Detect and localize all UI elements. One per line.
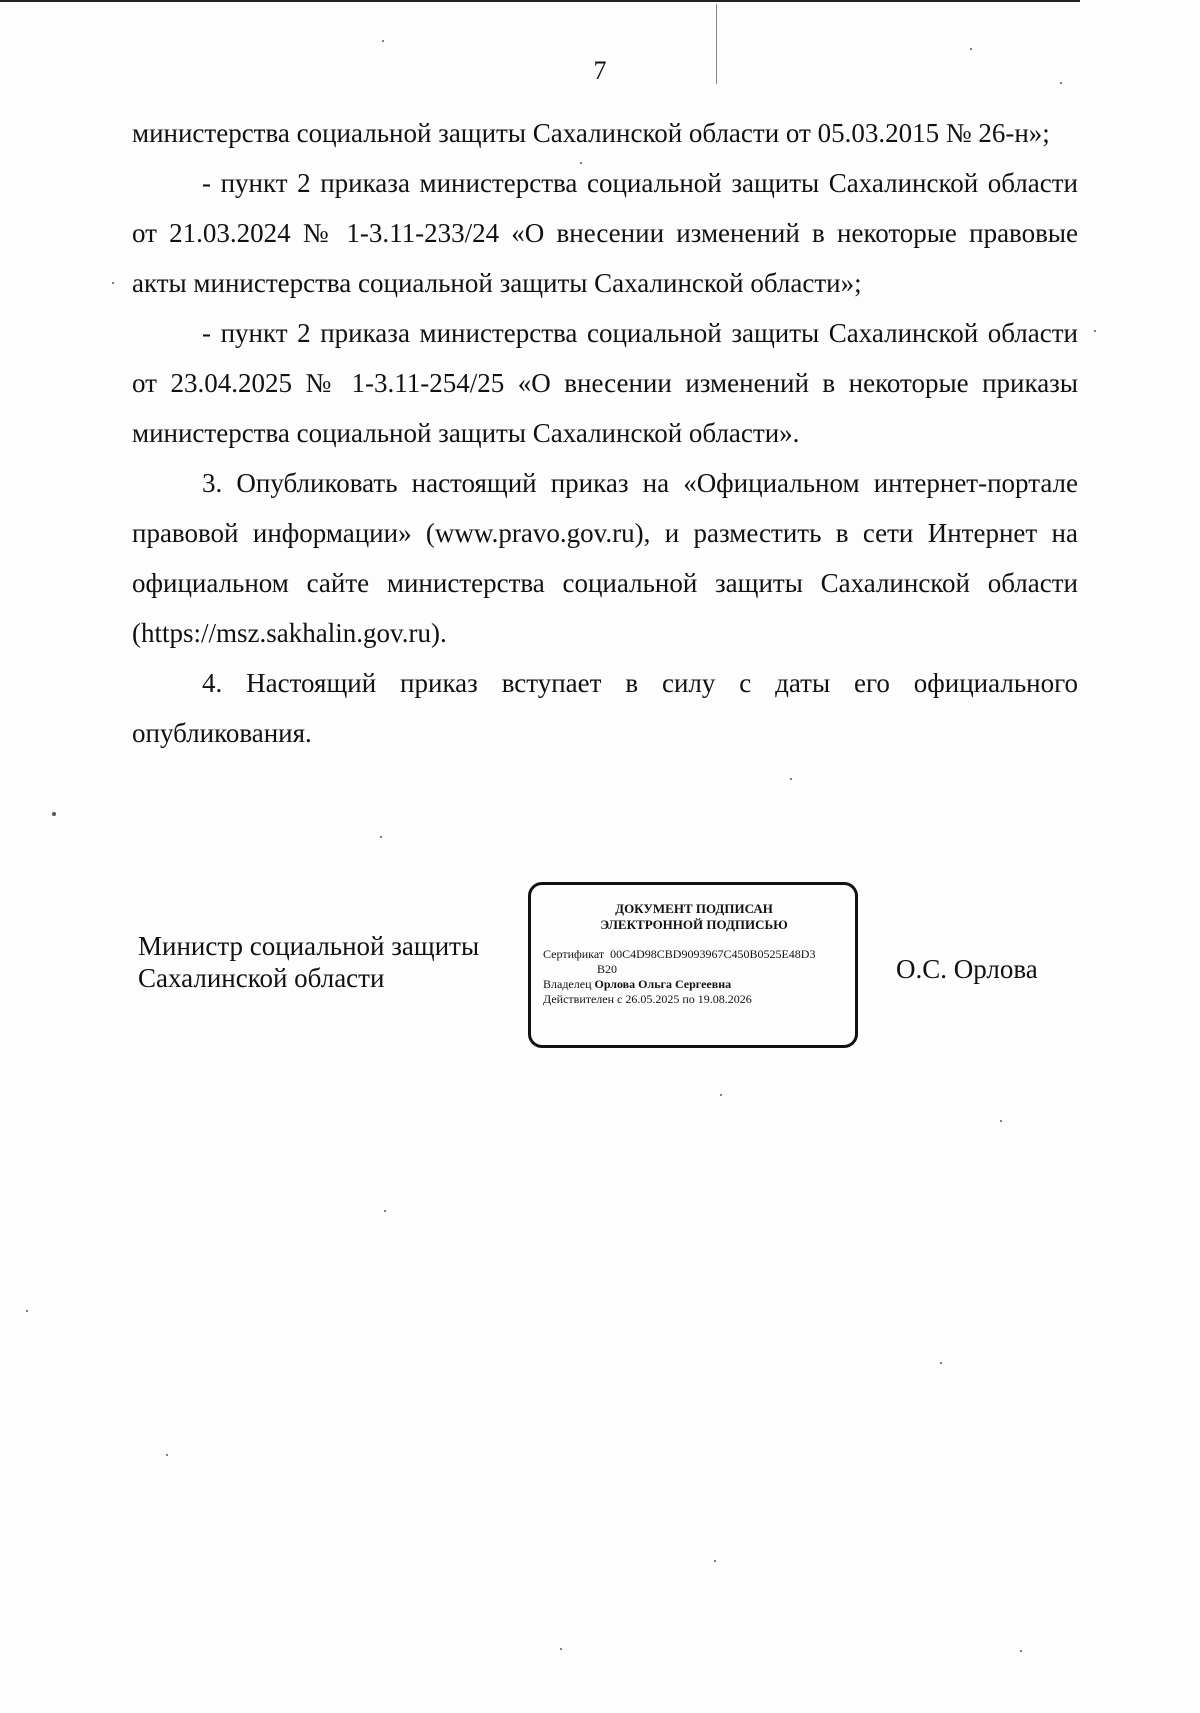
scan-speck (380, 836, 382, 838)
signer-name: О.С. Орлова (896, 954, 1038, 984)
paragraph-item-2024: - пункт 2 приказа министерства социальной защиты Сахалинской области от 21.03.2024 № 1-3.11-233/24 «О внесении изменений в некоторые правовые акты министерства социальной защиты Сахалинской области»; (132, 168, 1078, 298)
stamp-cert-value-tail: B20 (597, 962, 618, 976)
signer-position-line1: Министр социальной защиты (138, 931, 480, 961)
paragraph-effective-date: 4. Настоящий приказ вступает в силу с даты его официального опубликования. (132, 668, 1078, 748)
stamp-owner (543, 977, 845, 992)
scan-speck (940, 1362, 942, 1364)
scan-speck (382, 40, 384, 42)
stamp-valid-to-label: по (682, 992, 695, 1006)
scan-speck (52, 812, 56, 816)
scan-speck (1060, 82, 1062, 84)
scan-speck (580, 162, 582, 164)
stamp-owner-label: Владелец (543, 977, 592, 991)
stamp-heading-line1: ДОКУМЕНТ ПОДПИСАН (615, 901, 773, 916)
stamp-cert-value: 00C4D98CBD9093967C450B0525E48D3 (610, 947, 816, 961)
signer-position-line2: Сахалинской области (138, 963, 385, 993)
stamp-valid-label: Действителен с (543, 992, 623, 1006)
scan-speck (26, 1310, 28, 1312)
document-body (132, 108, 1078, 758)
signer-position (138, 930, 518, 994)
stamp-cert-label: Сертификат (543, 947, 605, 961)
stamp-valid-to: 19.08.2026 (697, 992, 752, 1006)
stamp-validity (543, 992, 845, 1007)
scan-artifact-line (716, 4, 717, 84)
stamp-certificate (543, 947, 845, 962)
scan-speck (166, 1454, 168, 1456)
stamp-heading-line2: ЭЛЕКТРОННОЙ ПОДПИСЬЮ (600, 917, 788, 932)
scan-speck (112, 282, 114, 284)
paragraph-continuation: министерства социальной защиты Сахалинской области от 05.03.2015 № 26-н»; (132, 118, 1050, 148)
top-border-line (0, 0, 1080, 2)
electronic-signature-stamp (528, 882, 858, 1048)
scan-speck (714, 1560, 716, 1562)
scan-speck (1094, 330, 1096, 332)
stamp-owner-name: Орлова Ольга Сергеевна (594, 977, 732, 991)
scan-speck (790, 778, 792, 780)
scan-speck (560, 1648, 562, 1650)
page-number: 7 (593, 56, 607, 85)
paragraph-item-2025: - пункт 2 приказа министерства социальной защиты Сахалинской области от 23.04.2025 № 1-3.11-254/25 «О внесении изменений в некоторые приказы министерства социальной защиты Сахалинской области». (132, 318, 1078, 448)
scan-speck (384, 1210, 386, 1212)
scan-speck (1020, 1650, 1022, 1652)
scan-speck (970, 48, 972, 50)
paragraph-publication: 3. Опубликовать настоящий приказ на «Официальном интернет-портале правовой информации» (www.pravo.gov.ru), и разместить в сети Интернет на официальном сайте министерства социальной защиты Сахалинской области (https://msz.sakhalin.gov.ru). (132, 468, 1078, 648)
scan-speck (720, 1094, 722, 1096)
stamp-valid-from: 26.05.2025 (625, 992, 680, 1006)
scan-speck (1000, 1120, 1002, 1122)
